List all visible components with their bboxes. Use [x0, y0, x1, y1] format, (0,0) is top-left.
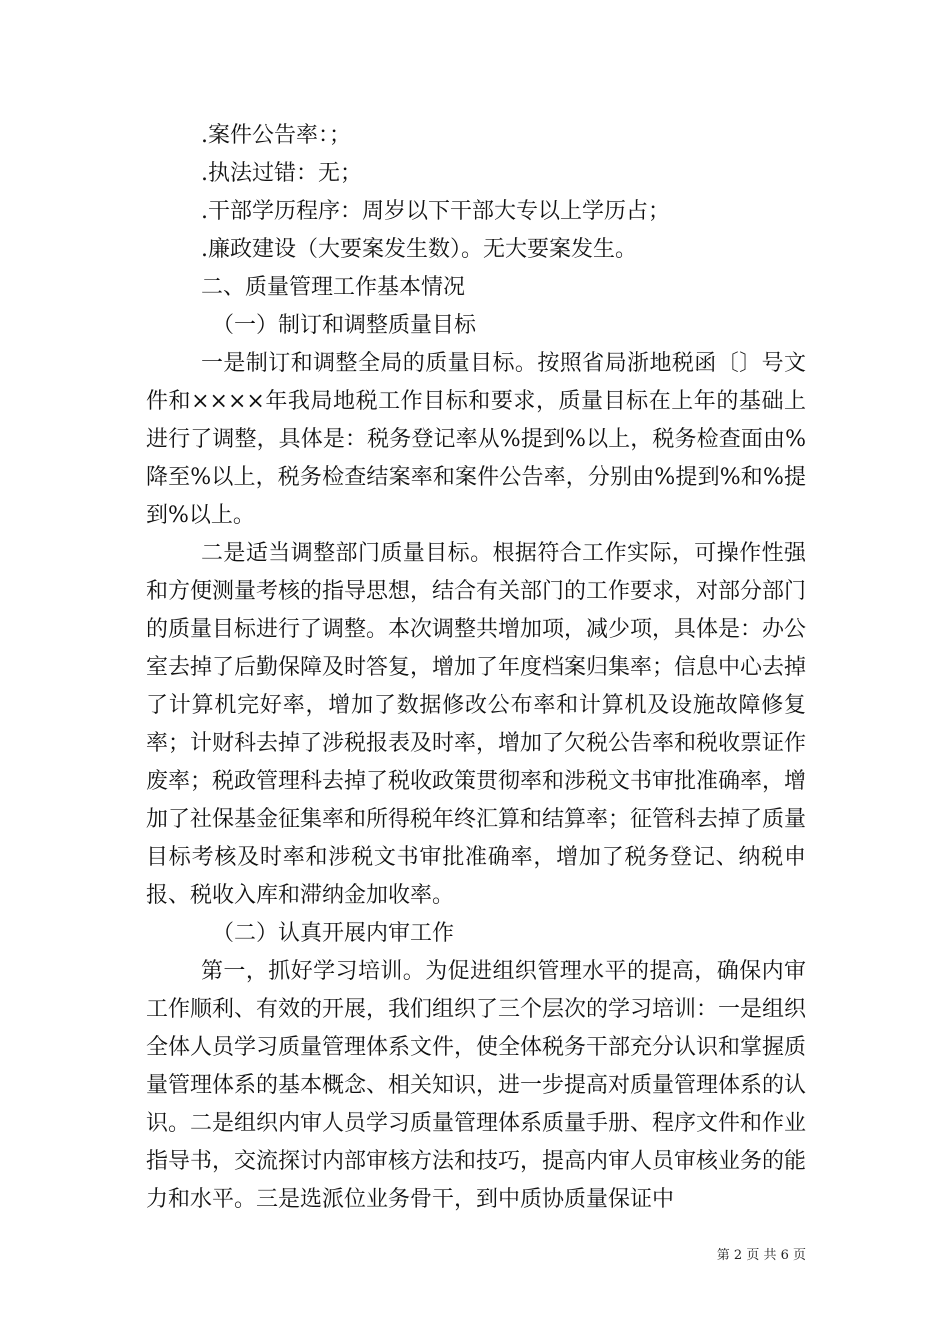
- list-item-case-announcement-rate: .案件公告率：；: [201, 123, 351, 148]
- paragraph-department-goals: 二是适当调整部门质量目标。根据符合工作实际，可操作性强和方便测量考核的指导思想，结合有关部门的工作要求，对部分部门的质量目标进行了调整。本次调整共增加项，减少项，具体是：办公室去掉了后勤保障及时答复，增加了年度档案归集率；信息中心去掉了计算机完好率，增加了数据修改公布率和计算机及设施故障修复率；计财科去掉了涉税报表及时率，增加了欠税公告率和税收票证作废率；税政管理科去掉了税收政策贯彻率和涉税文书审批准确率，增加了社保基金征集率和所得税年终汇算和结算率；征管科去掉了质量目标考核及时率和涉税文书审批准确率，增加了税务登记、纳税申报、税收入库和滞纳金加收率。: [146, 541, 807, 908]
- paragraph-training: 第一，抓好学习培训。为促进组织管理水平的提高，确保内审工作顺利、有效的开展，我们组织了三个层次的学习培训：一是组织全体人员学习质量管理体系文件，使全体税务干部充分认识和掌握质量管理体系的基本概念、相关知识，进一步提高对质量管理体系的认识。二是组织内审人员学习质量管理体系质量手册、程序文件和作业指导书，交流探讨内部审核方法和技巧，提高内审人员审核业务的能力和水平。三是选派位业务骨干，到中质协质量保证中: [146, 959, 807, 1212]
- list-item-cadre-education: .干部学历程序：周岁以下干部大专以上学历占；: [201, 199, 670, 224]
- paragraph-bureau-goals: 一是制订和调整全局的质量目标。按照省局浙地税函〔〕号文件和××××年我局地税工作目标和要求，质量目标在上年的基础上进行了调整，具体是：税务登记率从%提到%以上，税务检查面由%降至%以上，税务检查结案率和案件公告率，分别由%提到%和%提到%以上。: [146, 351, 806, 528]
- subsection-heading-internal-audit: （二）认真开展内审工作: [212, 921, 455, 946]
- list-item-enforcement-errors: .执法过错：无；: [201, 161, 362, 186]
- section-heading: 二、质量管理工作基本情况: [201, 275, 466, 300]
- subsection-heading-quality-goals: （一）制订和调整质量目标: [212, 313, 477, 338]
- document-body: [146, 117, 806, 1219]
- page-number-footer: 第 2 页 共 6 页: [716, 1248, 806, 1263]
- list-item-integrity-building: .廉政建设（大要案发生数）。无大要案发生。: [201, 237, 637, 262]
